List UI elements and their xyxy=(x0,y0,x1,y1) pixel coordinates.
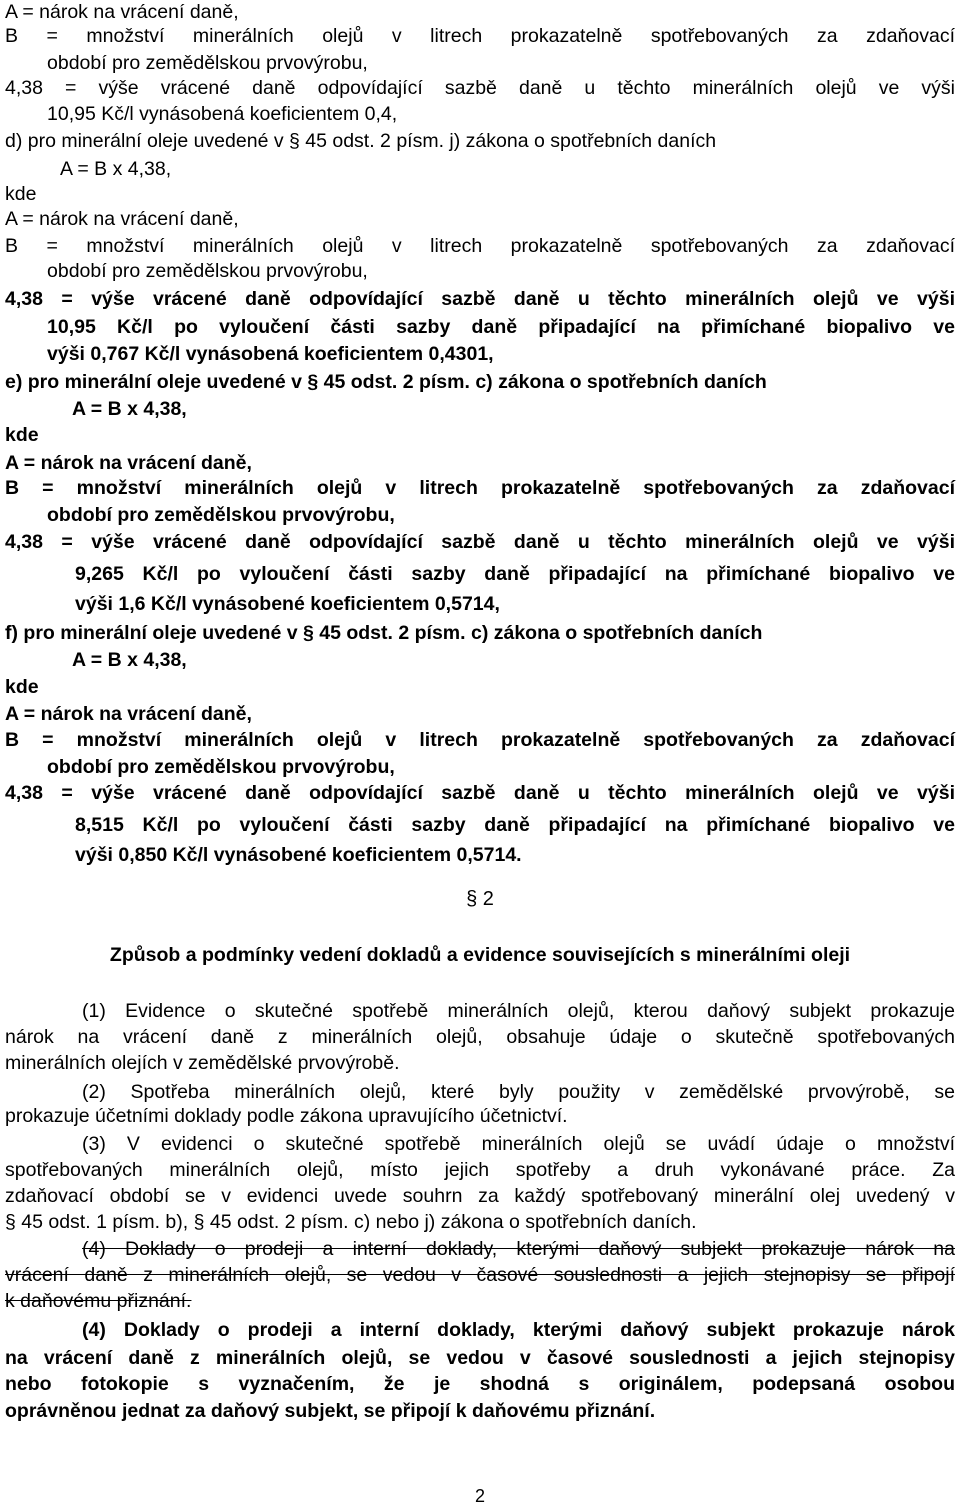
paragraph-line: § 45 odst. 1 písm. b), § 45 odst. 2 písm. c) nebo j) zákona o spotřebních daních. xyxy=(5,1211,697,1233)
formula-line: 4,38 = výše vrácené daně odpovídající sazbě daně u těchto minerálních olejů ve výši xyxy=(5,531,955,553)
formula-line: B = množství minerálních olejů v litrech prokazatelně spotřebovaných za zdaňovací xyxy=(5,729,955,751)
formula-line: d) pro minerální oleje uvedené v § 45 odst. 2 písm. j) zákona o spotřebních daních xyxy=(5,130,717,152)
formula-line: 4,38 = výše vrácené daně odpovídající sazbě daně u těchto minerálních olejů ve výši xyxy=(5,782,955,804)
paragraph-line: (1) Evidence o skutečné spotřebě minerálních olejů, kterou daňový subjekt prokazuje xyxy=(82,1000,955,1022)
section-title: Způsob a podmínky vedení dokladů a evidence souvisejících s minerálními oleji xyxy=(109,944,851,966)
formula-line: A = B x 4,38, xyxy=(72,398,187,420)
formula-line: B = množství minerálních olejů v litrech prokazatelně spotřebovaných za zdaňovací xyxy=(5,235,955,257)
paragraph-line: spotřebovaných minerálních olejů, místo jejich spotřeby a druh vykonávané práce. Za xyxy=(5,1159,955,1181)
formula-line: A = nárok na vrácení daně, xyxy=(5,703,252,725)
formula-line: 10,95 Kč/l vynásobená koeficientem 0,4, xyxy=(47,103,398,125)
formula-line: období pro zemědělskou prvovýrobu, xyxy=(47,756,395,778)
paragraph-line: (3) V evidenci o skutečné spotřebě minerálních olejů se uvádí údaje o množství xyxy=(82,1133,955,1155)
formula-line: výši 0,767 Kč/l vynásobená koeficientem 0,4301, xyxy=(47,343,494,365)
paragraph-line: na vrácení daně z minerálních olejů, se vedou v časové souslednosti a jejich stejnopisy xyxy=(5,1347,955,1369)
formula-line: 8,515 Kč/l po vyloučení části sazby daně připadající na přimíchané biopalivo ve xyxy=(75,814,955,836)
formula-line: kde xyxy=(5,676,39,698)
formula-line: 4,38 = výše vrácené daně odpovídající sazbě daně u těchto minerálních olejů ve výši xyxy=(5,288,955,310)
formula-line: f) pro minerální oleje uvedené v § 45 odst. 2 písm. c) zákona o spotřebních daních xyxy=(5,622,763,644)
formula-line: A = nárok na vrácení daně, xyxy=(5,452,252,474)
formula-line: e) pro minerální oleje uvedené v § 45 odst. 2 písm. c) zákona o spotřebních daních xyxy=(5,371,767,393)
paragraph-line: prokazuje účetními doklady podle zákona upravujícího účetnictví. xyxy=(5,1105,568,1127)
formula-line: 9,265 Kč/l po vyloučení části sazby daně připadající na přimíchané biopalivo ve xyxy=(75,563,955,585)
formula-line: A = B x 4,38, xyxy=(60,158,172,180)
formula-line: výši 1,6 Kč/l vynásobené koeficientem 0,5714, xyxy=(75,593,500,615)
formula-line: období pro zemědělskou prvovýrobu, xyxy=(47,260,368,282)
paragraph-line: nebo fotokopie s vyznačením, že je shodná s originálem, podepsaná osobou xyxy=(5,1373,955,1395)
formula-line: 10,95 Kč/l po vyloučení části sazby daně připadající na přimíchané biopalivo ve xyxy=(47,316,955,338)
paragraph-line: minerálních olejích v zemědělské prvovýrobě. xyxy=(5,1052,400,1074)
formula-line: kde xyxy=(5,424,39,446)
paragraph-line: oprávněnou jednat za daňový subjekt, se připojí k daňovému přiznání. xyxy=(5,1400,656,1422)
section-sign-heading: § 2 xyxy=(466,888,494,910)
paragraph-line: nárok na vrácení daně z minerálních olejů, obsahuje údaje o skutečně spotřebovaných xyxy=(5,1026,955,1048)
struck-paragraph-line: vrácení daně z minerálních olejů, se vedou v časové souslednosti a jejich stejnopisy se připojí xyxy=(5,1264,955,1286)
paragraph-line: zdaňovací období se v evidenci uvede souhrn za každý spotřebovaný minerální olej uvedený v xyxy=(5,1185,955,1207)
formula-line: B = množství minerálních olejů v litrech prokazatelně spotřebovaných za zdaňovací xyxy=(5,477,955,499)
formula-line: A = nárok na vrácení daně, xyxy=(5,1,239,23)
formula-line: A = B x 4,38, xyxy=(72,649,187,671)
formula-line: B = množství minerálních olejů v litrech prokazatelně spotřebovaných za zdaňovací xyxy=(5,25,955,47)
formula-line: kde xyxy=(5,183,37,205)
formula-line: výši 0,850 Kč/l vynásobené koeficientem 0,5714. xyxy=(75,844,522,866)
struck-paragraph-line: (4) Doklady o prodeji a interní doklady, kterými daňový subjekt prokazuje nárok na xyxy=(82,1238,955,1260)
paragraph-line: (4) Doklady o prodeji a interní doklady, kterými daňový subjekt prokazuje nárok xyxy=(82,1319,955,1341)
formula-line: 4,38 = výše vrácené daně odpovídající sazbě daně u těchto minerálních olejů ve výši xyxy=(5,77,955,99)
struck-paragraph-line: k daňovému přiznání. xyxy=(5,1290,192,1312)
paragraph-line: (2) Spotřeba minerálních olejů, které byly použity v zemědělské prvovýrobě, se xyxy=(82,1081,955,1103)
formula-line: období pro zemědělskou prvovýrobu, xyxy=(47,52,368,74)
formula-line: období pro zemědělskou prvovýrobu, xyxy=(47,504,395,526)
formula-line: A = nárok na vrácení daně, xyxy=(5,208,239,230)
page-number: 2 xyxy=(474,1486,485,1506)
